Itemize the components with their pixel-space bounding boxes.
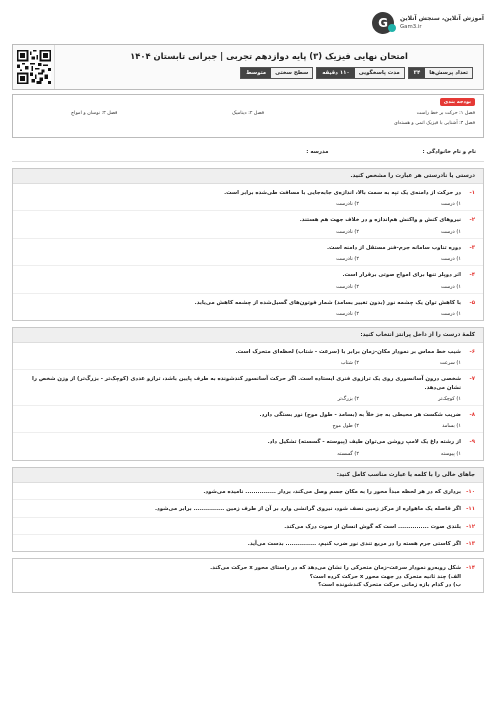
brand-tagline: آموزش آنلاین، سنجش آنلاین (399, 15, 484, 23)
section-descriptive (12, 558, 484, 593)
question (13, 184, 483, 211)
sub-question: الف) چند ثانیه متحرک در جهت محور x حرکت کرده است؟ (309, 573, 461, 580)
answer-option[interactable]: ۱) درست (441, 228, 461, 235)
question-number: ۶- (469, 348, 475, 355)
question (13, 518, 483, 535)
question-number: ۴- (469, 272, 475, 279)
topic-item: فصل ۴: آشنایی با فیزیک اتمی و هسته‌ای (393, 121, 475, 126)
question-text: در حرکت از دامنه‌ی یک تپه به سمت بالا، اندازه‌ی جابه‌جایی با مسافت طی‌شده برابر است. (224, 190, 461, 196)
topics-badge: بودجه بندی (440, 98, 475, 106)
section-true-false (12, 168, 484, 321)
meta-value: ۱۱۰ دقیقه (317, 68, 354, 78)
exam-header (12, 44, 484, 90)
answer-option[interactable]: ۱) درست (441, 201, 461, 208)
question-text: با کاهش توان یک چشمه نور (بدون تغییر بسامد) شمار فوتون‌های گسیل‌شده از چشمه کاهش می‌یابد. (194, 299, 461, 306)
exam-header-main (55, 45, 483, 89)
answer-option[interactable]: ۱) درست (441, 310, 461, 317)
question-text: نیروهای کنش و واکنش هم‌اندازه و در خلاف جهت هم هستند. (299, 217, 461, 224)
question-text: اگر کاستی جرم هسته را در مربع تندی نور ضرب کنیم، ............... بدست می‌آید. (247, 540, 461, 547)
question-text: اگر فاصله یک ماهواره از مرکز زمین نصف شود، نیروی گرانشی وارد بر آن از طرف زمین ............... برابر می‌شود. (154, 506, 461, 513)
answer-option[interactable]: ۲) نادرست (336, 283, 359, 290)
sub-question: ب) در کدام بازه زمانی حرکت متحرک کندشونده است؟ (318, 582, 461, 588)
meta-value: متوسط (241, 68, 271, 78)
question-number: ۳- (469, 244, 475, 251)
question-number: ۲- (469, 217, 475, 224)
school-label: مدرسه : (306, 148, 329, 155)
question-number: ۵- (469, 299, 475, 306)
meta-label: مدت پاسخگویی (355, 68, 404, 78)
question-number: ۱۰- (466, 488, 475, 495)
question-number: ۱- (469, 190, 475, 196)
answer-option[interactable]: ۲) نادرست (336, 201, 359, 208)
question (13, 343, 483, 370)
question-text: شکل روبه‌رو نمودار سرعت-زمان متحرکی را نشان می‌دهد که در راستای محور x حرکت می‌کند. (210, 565, 461, 572)
meta-label: سطح سختی (271, 68, 312, 78)
answer-option[interactable]: ۲) نادرست (336, 228, 359, 235)
answer-option[interactable]: ۲) طول موج (332, 423, 359, 430)
answer-option[interactable]: ۱) سرعت (439, 360, 461, 367)
topics-list (21, 111, 475, 126)
brand-bar (12, 0, 484, 42)
answer-option[interactable]: ۲) شتاب (340, 360, 359, 367)
question-text: اثر دوپلر تنها برای امواج صوتی برقرار است. (342, 272, 461, 279)
exam-meta-row (65, 67, 473, 79)
question-text: شخصی درون آسانسوری روی یک ترازوی فنری ایستاده است. اگر حرکت آسانسور کندشونده به طرف پایین باشد، ترازو عددی (کوچک‌تر - بزرگ‌تر) از وزن شخص را نشان می‌دهد. (32, 376, 461, 391)
section-fill-blank (12, 467, 484, 553)
answer-option[interactable]: ۲) بزرگ‌تر (337, 396, 359, 402)
brand-text (400, 14, 484, 31)
question-text: ضریب شکست هر محیطی به جز خلأ به (بسامد - طول موج) نور بستگی دارد. (259, 412, 461, 418)
section-title: کلمهٔ درست را از داخل پرانتز انتخاب کنید: (13, 328, 483, 343)
answer-option[interactable]: ۲) نادرست (336, 310, 359, 317)
student-name-label: نام و نام خانوادگی : (422, 148, 476, 155)
question (13, 500, 483, 517)
question-text: دوره تناوب سامانه جرم-فنر مستقل از دامنه است. (326, 244, 461, 251)
brand-site: Gam3.ir (399, 24, 422, 31)
answer-option[interactable]: ۱) کوچک‌تر (438, 396, 461, 402)
answer-option[interactable]: ۲) نادرست (336, 256, 359, 263)
question-number: ۱۳- (466, 540, 475, 547)
topic-item: فصل ۲: دینامیک (231, 111, 265, 116)
topic-item: فصل ۱: حرکت بر خط راست (416, 111, 475, 116)
answer-option[interactable]: ۱) درست (441, 256, 461, 263)
exam-title: امتحان نهایی فیزیک (۳) پایه دوازدهم تجربی | جبرانی تابستان ۱۴۰۴ (130, 51, 408, 61)
question-text: شیب خط مماس بر نمودار مکان-زمان برابر با (سرعت - شتاب) لحظه‌ای متحرک است. (235, 348, 461, 355)
question (13, 406, 483, 433)
question (13, 370, 483, 406)
question-text: از رشته داغ یک لامپ روشن می‌توان طیف (پیوسته - گسسته) تشکیل داد. (267, 439, 461, 446)
question-text: بلندی صوت ............... است که گوش انسان از صوت درک می‌کند. (284, 523, 461, 530)
answer-option[interactable]: ۱) پیوسته (440, 450, 461, 457)
question (13, 294, 483, 320)
answer-option[interactable]: ۲) گسسته (337, 450, 359, 457)
question-number: ۸- (469, 412, 475, 418)
question-number: ۹- (469, 439, 475, 446)
question (13, 239, 483, 266)
answer-option[interactable]: ۱) درست (441, 283, 461, 290)
question (13, 433, 483, 459)
question-text: برداری که در هر لحظه مبدأ محور را به مکان جسم وصل می‌کند، بردار ............... نامیده می‌شود. (203, 488, 461, 495)
question (13, 483, 483, 500)
question-number: ۱۲- (466, 523, 475, 530)
topic-item: فصل ۳: نوسان و امواج (71, 111, 118, 116)
question (13, 266, 483, 293)
meta-difficulty (240, 67, 313, 79)
question (13, 211, 483, 238)
meta-value: ۳۴ (409, 68, 426, 78)
question-number: ۱۱- (466, 506, 475, 513)
student-info (12, 142, 484, 162)
answer-option[interactable]: ۱) بسامد (442, 423, 461, 430)
question (13, 559, 483, 592)
meta-duration (316, 67, 404, 79)
question-number: ۷- (469, 376, 475, 383)
section-title: جاهای خالی را با کلمه یا عبارت مناسب کامل کنید: (13, 468, 483, 483)
qr-code-icon (13, 45, 55, 89)
section-choose-word (12, 327, 484, 461)
gam3-logo-icon (372, 12, 394, 34)
section-title: درستی یا نادرستی هر عبارت را مشخص کنید. (13, 169, 483, 184)
question-number: ۱۴- (466, 565, 475, 572)
meta-question-count (408, 67, 473, 79)
meta-label: تعداد پرسش‌ها (425, 68, 472, 78)
topics-box (12, 94, 484, 138)
question (13, 535, 483, 551)
